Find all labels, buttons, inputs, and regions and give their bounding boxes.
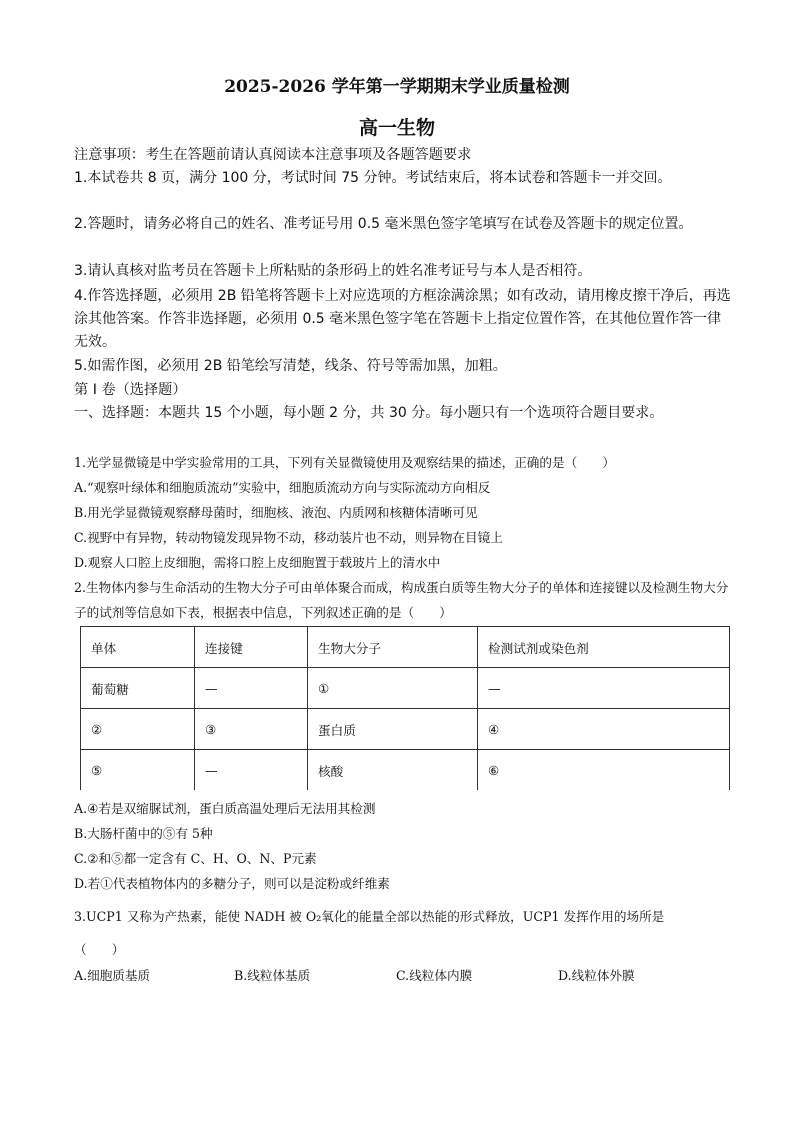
q3-option-b: B.线粒体基质 [234,968,311,983]
q2-option-d: D.若①代表植物体内的多糖分子，则可以是淀粉或纤维素 [74,876,390,891]
q3-option-d: D.线粒体外膜 [558,968,635,983]
table-header-cell: 生物大分子 [308,627,478,668]
q3-stem: 3.UCP1 又称为产热素，能使 NADH 被 O₂氧化的能量全部以热能的形式释放，UCP1 发挥作用的场所是 [74,909,665,924]
table-cell: 核酸 [308,750,478,791]
section-intro: 一、选择题：本题共 15 个小题，每小题 2 分，共 30 分。每小题只有一个选项符合题目要求。 [74,405,664,421]
table-cell: — [195,668,308,709]
table-row [81,668,730,709]
notice-item-2: 2.答题时，请务必将自己的姓名、准考证号用 0.5 毫米黑色签字笔填写在试卷及答题卡的规定位置。 [74,216,693,232]
q2-stem: 2.生物体内参与生命活动的生物大分子可由单体聚合而成，构成蛋白质等生物大分子的单体和连接键以及检测生物大分子的试剂等信息如下表，根据表中信息，下列叙述正确的是（ ） [74,580,729,620]
table-row [81,750,730,791]
notice-item-1: 1.本试卷共 8 页，满分 100 分，考试时间 75 分钟。考试结束后，将本试卷和答题卡一并交回。 [74,170,672,186]
table-cell: 葡萄糖 [81,668,195,709]
q2-option-a: A.④若是双缩脲试剂，蛋白质高温处理后无法用其检测 [74,801,376,816]
table-header-cell: 单体 [81,627,195,668]
q2-table [80,626,730,790]
notice-heading: 注意事项：考生在答题前请认真阅读本注意事项及各题答题要求 [74,147,472,163]
notice-item-4: 4.作答选择题，必须用 2B 铅笔将答题卡上对应选项的方框涂满涂黑；如有改动，请用橡皮擦干净后，再选涂其他答案。作答非选择题，必须用 0.5 毫米黑色签字笔在答题卡上指定位置作答，在其他位置作答一律无效。 [74,288,731,350]
q1-option-c: C.视野中有异物，转动物镜发现异物不动，移动装片也不动，则异物在目镜上 [74,530,503,545]
q2-option-b: B.大肠杆菌中的⑤有 5种 [74,826,213,841]
table-cell: ① [308,668,478,709]
q1-option-a: A.“观察叶绿体和细胞质流动”实验中，细胞质流动方向与实际流动方向相反 [74,480,491,495]
table-cell: — [195,750,308,791]
q1-option-d: D.观察人口腔上皮细胞，需将口腔上皮细胞置于载玻片上的清水中 [74,555,441,570]
q1-stem: 1.光学显微镜是中学实验常用的工具，下列有关显微镜使用及观察结果的描述，正确的是（ ） [74,455,615,470]
table-cell: — [478,668,730,709]
table-cell: 蛋白质 [308,709,478,750]
table-cell: ⑥ [478,750,730,791]
q2-option-c: C.②和⑤都一定含有 C、H、O、N、P元素 [74,851,317,866]
table-cell: ③ [195,709,308,750]
notice-item-3: 3.请认真核对监考员在答题卡上所粘贴的条形码上的姓名准考证号与本人是否相符。 [74,263,592,279]
q3-option-c: C.线粒体内膜 [396,968,473,983]
table-header-cell: 连接键 [195,627,308,668]
table-row [81,709,730,750]
q3-stem-blank: （ ） [74,942,125,957]
exam-subject: 高一生物 [358,117,435,139]
q1-option-b: B.用光学显微镜观察酵母菌时，细胞核、液泡、内质网和核糖体清晰可见 [74,505,478,520]
table-header-row [81,627,730,668]
table-cell: ⑤ [81,750,195,791]
exam-title: 2025-2026 学年第一学期期末学业质量检测 [224,77,570,97]
table-cell: ④ [478,709,730,750]
part-heading: 第 I 卷（选择题） [74,382,187,398]
notice-item-5: 5.如需作图，必须用 2B 铅笔绘写清楚，线条、符号等需加黑，加粗。 [74,358,507,374]
q3-option-a: A.细胞质基质 [74,968,151,983]
table-cell: ② [81,709,195,750]
table-header-cell: 检测试剂或染色剂 [478,627,730,668]
